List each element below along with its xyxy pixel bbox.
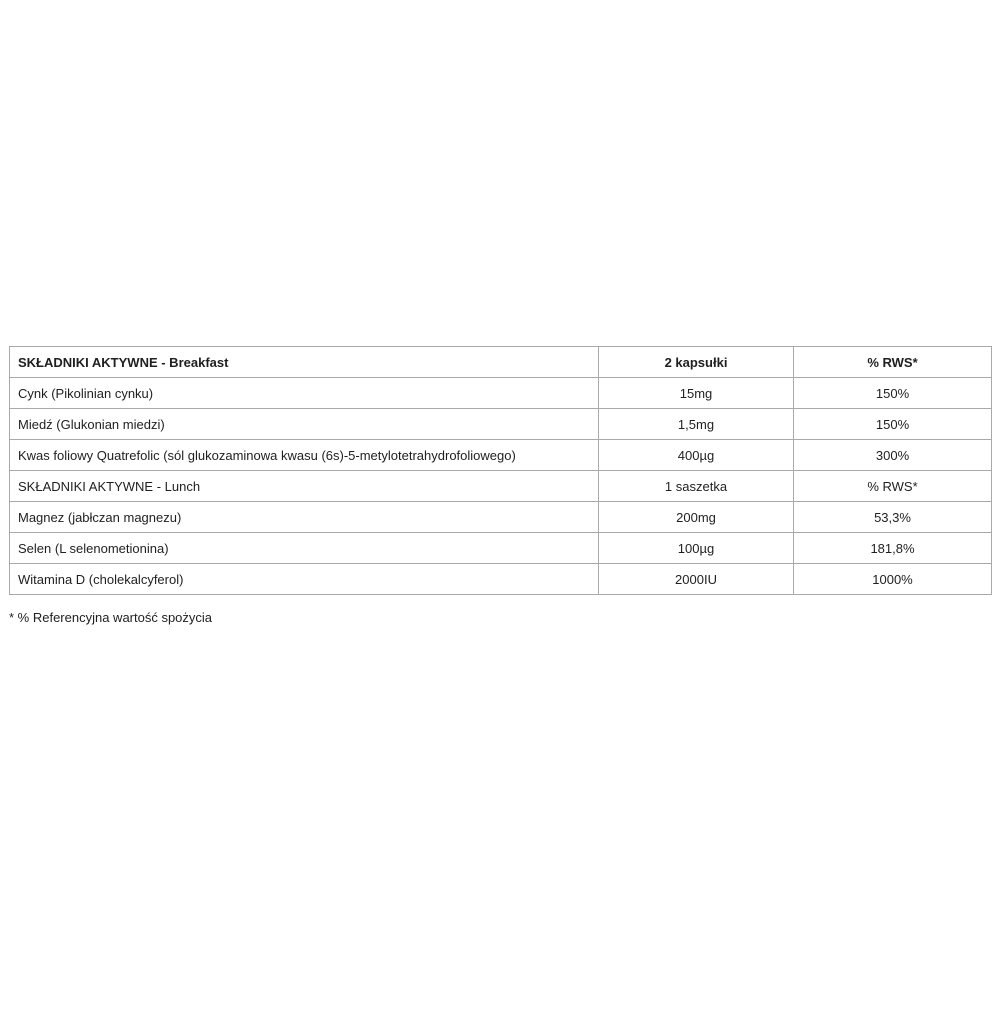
header-ingredients: SKŁADNIKI AKTYWNE - Breakfast [10, 347, 599, 378]
ingredient-rws: 150% [794, 378, 992, 409]
ingredients-table-container [9, 346, 991, 595]
ingredient-amount: 200mg [599, 502, 794, 533]
ingredients-table [9, 346, 992, 595]
ingredient-name: Selen (L selenometionina) [10, 533, 599, 564]
ingredient-amount: 1 saszetka [599, 471, 794, 502]
ingredient-name: Miedź (Glukonian miedzi) [10, 409, 599, 440]
ingredient-name: Witamina D (cholekalcyferol) [10, 564, 599, 595]
ingredient-amount: 2000IU [599, 564, 794, 595]
ingredient-amount: 15mg [599, 378, 794, 409]
ingredient-name: SKŁADNIKI AKTYWNE - Lunch [10, 471, 599, 502]
ingredient-rws: 1000% [794, 564, 992, 595]
footnote: * % Referencyjna wartość spożycia [9, 610, 213, 625]
header-dose: 2 kapsułki [599, 347, 794, 378]
table-row [10, 502, 992, 533]
table-row [10, 440, 992, 471]
ingredient-name: Magnez (jabłczan magnezu) [10, 502, 599, 533]
ingredient-rws: 53,3% [794, 502, 992, 533]
ingredient-rws: 181,8% [794, 533, 992, 564]
table-row [10, 409, 992, 440]
header-rws: % RWS* [794, 347, 992, 378]
ingredient-name: Kwas foliowy Quatrefolic (sól glukozaminowa kwasu (6s)-5-metylotetrahydrofoliowego) [10, 440, 599, 471]
table-header-row [10, 347, 992, 378]
ingredient-amount: 1,5mg [599, 409, 794, 440]
ingredient-rws: 300% [794, 440, 992, 471]
ingredient-amount: 400µg [599, 440, 794, 471]
ingredient-amount: 100µg [599, 533, 794, 564]
ingredient-name: Cynk (Pikolinian cynku) [10, 378, 599, 409]
ingredient-rws: 150% [794, 409, 992, 440]
ingredient-rws: % RWS* [794, 471, 992, 502]
table-row [10, 533, 992, 564]
table-row [10, 378, 992, 409]
table-row [10, 564, 992, 595]
table-row [10, 471, 992, 502]
